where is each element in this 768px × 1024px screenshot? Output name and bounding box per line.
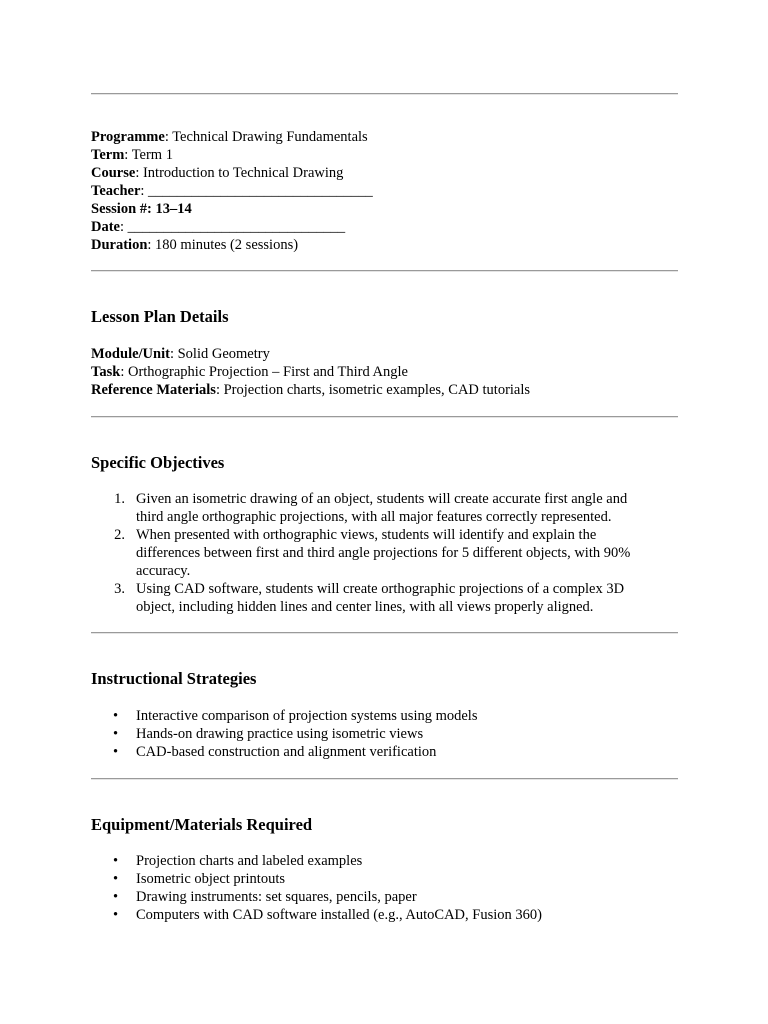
header-info [91, 128, 678, 254]
objective-text-line: Given an isometric drawing of an object, students will create accurate first angle and [136, 491, 628, 507]
list-number: 1. [114, 491, 125, 507]
strategies-heading: Instructional Strategies [91, 669, 257, 688]
objective-text-line: Using CAD software, students will create orthographic projections of a complex 3D [136, 581, 625, 597]
list-number: 2. [114, 527, 125, 543]
equipment-text: Computers with CAD software installed (e.g., AutoCAD, Fusion 360) [136, 907, 542, 923]
list-item [91, 743, 678, 761]
divider [91, 632, 678, 634]
objective-item [91, 580, 678, 616]
bullet-icon: • [113, 871, 119, 887]
equipment-text: Isometric object printouts [136, 871, 285, 887]
objective-text-line: differences between first and third angle projections for 5 different objects, with 90% [136, 545, 631, 561]
bullet-icon: • [113, 708, 119, 724]
equipment-text: Projection charts and labeled examples [136, 853, 363, 869]
equipment-heading: Equipment/Materials Required [91, 815, 313, 834]
objective-item [91, 526, 678, 580]
list-item [91, 852, 678, 870]
lesson-plan-details [91, 345, 678, 399]
task-line [91, 363, 678, 381]
list-item [91, 906, 678, 924]
lesson-plan-heading: Lesson Plan Details [91, 307, 229, 326]
strategy-text: Interactive comparison of projection systems using models [136, 708, 478, 724]
teacher-label: Teacher [91, 183, 141, 199]
list-item [91, 870, 678, 888]
programme-value: : Technical Drawing Fundamentals [164, 129, 368, 145]
objective-text-line: object, including hidden lines and center lines, with all views properly aligned. [136, 599, 594, 615]
objectives-heading: Specific Objectives [91, 453, 225, 472]
reference-line [91, 381, 678, 399]
objective-text-line: When presented with orthographic views, students will identify and explain the [136, 527, 597, 543]
bullet-icon: • [113, 907, 119, 923]
objective-text-line: accuracy. [136, 563, 191, 579]
task-label: Task [91, 364, 121, 380]
bullet-icon: • [113, 744, 119, 760]
task-value: : Orthographic Projection – First and Third Angle [120, 364, 408, 380]
divider [91, 270, 678, 272]
bullet-icon: • [113, 853, 119, 869]
duration-label: Duration [91, 237, 148, 253]
date-label: Date [91, 219, 120, 235]
objective-text-line: third angle orthographic projections, with all major features correctly represented. [136, 509, 612, 525]
programme-line [91, 128, 678, 146]
duration-value: : 180 minutes (2 sessions) [147, 237, 299, 253]
date-blank: : ______________________________ [120, 219, 346, 235]
module-line [91, 345, 678, 363]
bullet-icon: • [113, 726, 119, 742]
equipment-list [91, 852, 678, 924]
course-line [91, 164, 678, 182]
programme-label: Programme [91, 129, 165, 145]
term-value: : Term 1 [124, 147, 173, 163]
term-line [91, 146, 678, 164]
list-number: 3. [114, 581, 125, 597]
list-item [91, 888, 678, 906]
term-label: Term [91, 147, 125, 163]
list-item [91, 725, 678, 743]
divider [91, 93, 678, 95]
strategy-text: CAD-based construction and alignment verification [136, 744, 437, 760]
reference-label: Reference Materials [91, 382, 216, 398]
module-value: : Solid Geometry [169, 346, 270, 362]
course-value: : Introduction to Technical Drawing [135, 165, 344, 181]
objectives-list [91, 490, 678, 616]
list-item [91, 707, 678, 725]
objective-item [91, 490, 678, 526]
strategies-list [91, 707, 678, 761]
date-line [91, 218, 678, 236]
module-label: Module/Unit [91, 346, 170, 362]
divider [91, 416, 678, 418]
equipment-text: Drawing instruments: set squares, pencils, paper [136, 889, 417, 905]
course-label: Course [91, 165, 136, 181]
session-line: Session #: 13–14 [91, 201, 192, 217]
strategy-text: Hands-on drawing practice using isometric views [136, 726, 424, 742]
duration-line [91, 236, 678, 254]
teacher-blank: : _______________________________ [140, 183, 373, 199]
bullet-icon: • [113, 889, 119, 905]
teacher-line [91, 182, 678, 200]
reference-value: : Projection charts, isometric examples, CAD tutorials [215, 382, 531, 398]
divider [91, 778, 678, 780]
